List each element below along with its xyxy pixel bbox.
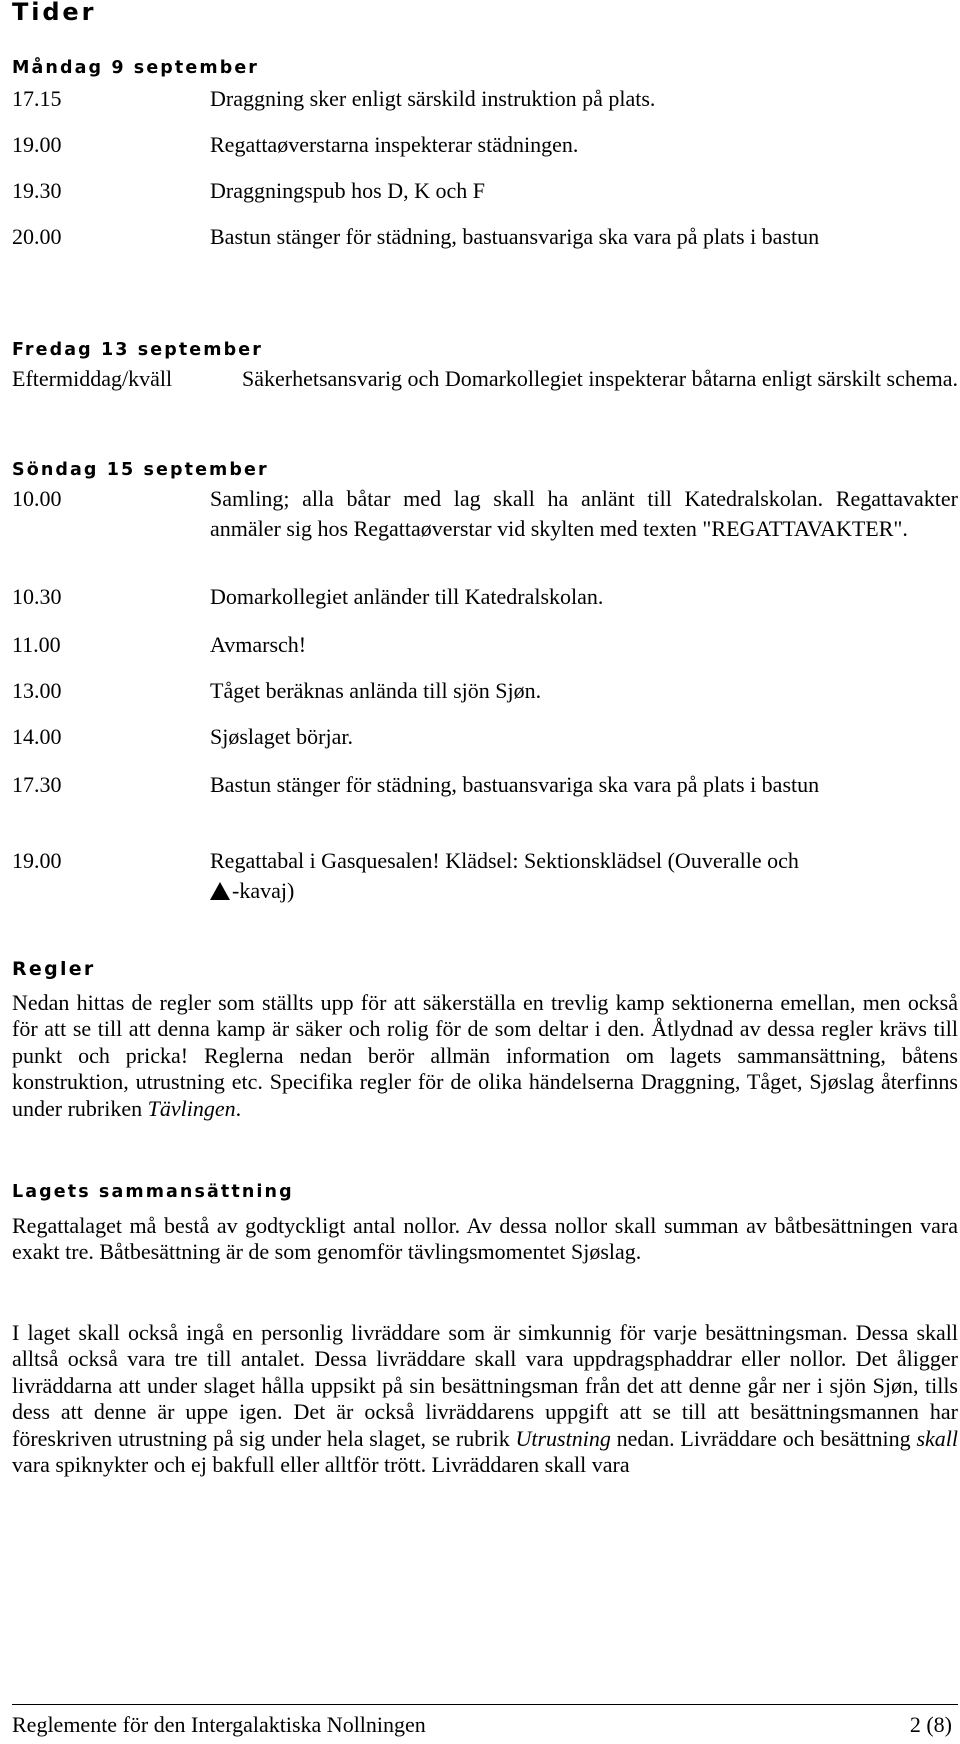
time: 17.15 <box>12 86 62 111</box>
time: 20.00 <box>12 224 62 249</box>
footer-title: Reglemente för den Intergalaktiska Nollningen <box>12 1712 426 1737</box>
time: 19.00 <box>12 132 62 157</box>
time: 19.30 <box>12 178 62 203</box>
time: Eftermiddag/kväll <box>12 366 173 391</box>
lagets-paragraph-1: Regattalaget må bestå av godtyckligt antal nollor. Av dessa nollor skall summan av båtbesättningen vara exakt tre. Båtbesättning är de som genomför tävlingsmomentet Sjøslag. <box>12 1213 958 1265</box>
description: Regattaøverstarna inspekterar städningen. <box>210 132 579 157</box>
description: Draggningspub hos D, K och F <box>210 178 485 203</box>
description: Draggning sker enligt särskild instruktion på plats. <box>210 86 656 111</box>
regler-text: Nedan hittas de regler som ställts upp för att säkerställa en trevlig kamp sektionerna emellan, men också för att se till att denna kamp är säker och rolig för de som deltar i den. Åtlydnad av dessa regler krävs till punkt och pricka! Reglerna nedan berör allmän information om lagets sammansättning, båtens konstruktion, utrustning etc. Specifika regler för de olika händelserna Draggning, Tåget, Sjøslag återfinns under rubriken <box>12 990 958 1121</box>
page-number: 2 (8) <box>909 1712 952 1737</box>
footer-divider <box>12 1704 958 1705</box>
description: Tåget beräknas anlända till sjön Sjøn. <box>210 678 542 703</box>
lagets-text-b: nedan. Livräddare och besättning <box>610 1425 917 1451</box>
lagets-paragraph-2 <box>12 1320 958 1478</box>
regler-paragraph <box>12 990 958 1122</box>
description-line-tail: -kavaj) <box>232 878 295 903</box>
description: Säkerhetsansvarig och Domarkollegiet inspekterar båtarna enligt särskilt schema. <box>242 366 958 391</box>
description: Samling; alla båtar med lag skall ha anlänt till Katedralskolan. Regattavakter anmäler sig hos Regattaøverstar vid skylten med texten "REGATTAVAKTER". <box>210 486 958 541</box>
day-heading: Söndag 15 september <box>12 460 269 480</box>
section-heading-regler: Regler <box>12 958 96 980</box>
description: Sjøslaget börjar. <box>210 724 353 749</box>
subheading-lagets-sammansattning: Lagets sammansättning <box>12 1182 294 1202</box>
description <box>210 846 958 906</box>
time: 13.00 <box>12 678 62 703</box>
time: 10.00 <box>12 486 62 511</box>
regler-text-end: . <box>235 1095 242 1121</box>
lagets-text-c: vara spiknykter och ej bakfull eller alltför trött. Livräddaren skall vara <box>12 1452 630 1478</box>
description: Bastun stänger för städning, bastuansvariga ska vara på plats i bastun <box>210 772 820 797</box>
description: Domarkollegiet anländer till Katedralskolan. <box>210 584 604 609</box>
time: 10.30 <box>12 584 62 609</box>
description: Bastun stänger för städning, bastuansvariga ska vara på plats i bastun <box>210 224 820 249</box>
lagets-italic-skall: skall <box>916 1425 959 1451</box>
time: 11.00 <box>12 632 61 657</box>
lagets-italic-utrustning: Utrustning <box>515 1425 611 1451</box>
lagets-text-a: I laget skall också ingå en personlig livräddare som är simkunnig för varje besättningsman. Dessa skall alltså också vara tre till antalet. Dessa livräddare skall vara uppdragsphaddrar eller nollor. Det åligger livräddarna att under slaget hålla uppsikt på sin besättningsman från det att denne går ner i sjön Sjøn, tills dess att denne är uppe igen. Det är också livräddarens uppgift att se till att besättningsmannen har föreskriven utrustning på sig under hela slaget, se rubrik <box>12 1320 958 1451</box>
time: 14.00 <box>12 724 62 749</box>
regler-italic: Tävlingen <box>147 1095 236 1121</box>
time: 19.00 <box>12 848 62 873</box>
description-line: Regattabal i Gasquesalen! Klädsel: Sektionsklädsel (Ouveralle och <box>210 848 799 873</box>
day-heading: Fredag 13 september <box>12 340 263 360</box>
description: Avmarsch! <box>210 632 307 657</box>
day-heading: Måndag 9 september <box>12 58 260 78</box>
section-heading-tider: Tider <box>12 0 97 26</box>
triangle-logo-icon <box>210 882 230 900</box>
time: 17.30 <box>12 772 62 797</box>
